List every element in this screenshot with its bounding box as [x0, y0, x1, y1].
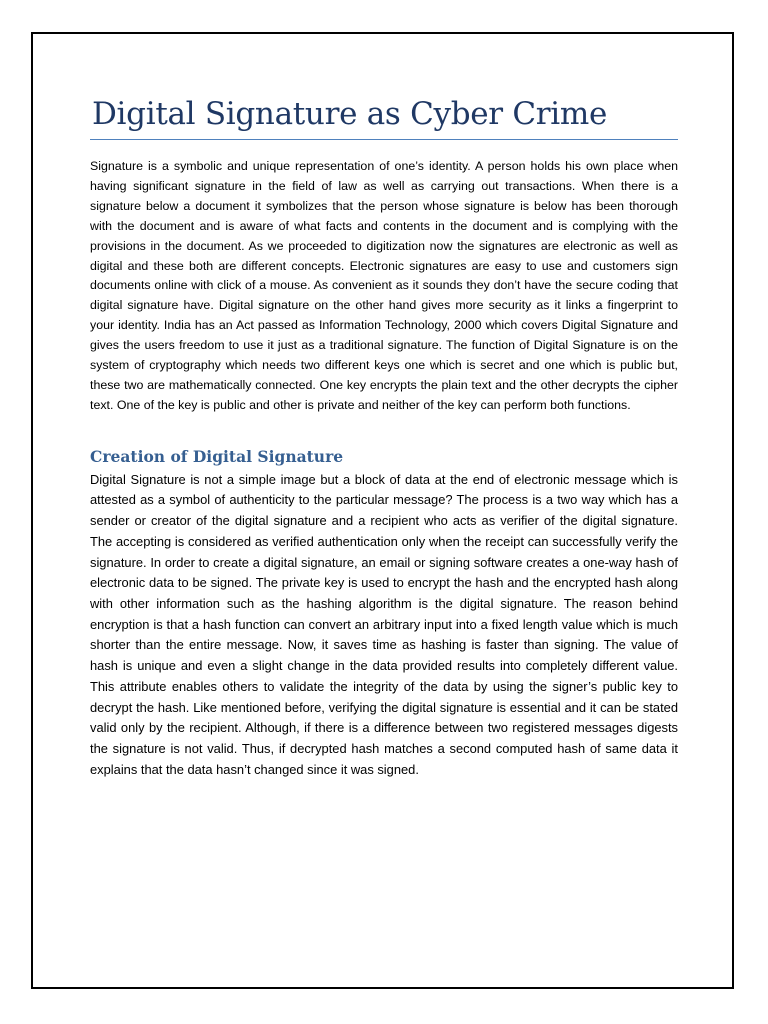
section-paragraph: Digital Signature is not a simple image but a block of data at the end of electronic message which is attested as a symbol of authenticity to the particular message? The process is a two way which has a sender or creator of the digital signature and a recipient who acts as verifier of the digital signature. The accepting is considered as verified authentication only when the receipt can successfully verify the signature. In order to create a digital signature, an email or signing software creates a one-way hash of electronic data to be signed. The private key is used to encrypt the hash and the encrypted hash along with other information such as the hashing algorithm is the digital signature. The reason behind encryption is that a hash function can convert an arbitrary input into a fixed length value which is much shorter than the entire message. Now, it saves time as hashing is faster than signing. The value of hash is unique and even a slight change in the data provided results into completely different value. This attribute enables others to validate the integrity of the data by using the signer’s public key to decrypt the hash. Like mentioned before, verifying the digital signature is essential and it can be stated valid only by the recipient. Although, if there is a difference between two registered messages digests the signature is not valid. Thus, if decrypted hash matches a second computed hash of same data it explains that the data hasn’t changed since it was signed.: [90, 471, 678, 777]
section-heading: Creation of Digital Signature: [90, 446, 344, 466]
document-body: [90, 95, 678, 780]
intro-paragraph: Signature is a symbolic and unique representation of one’s identity. A person holds his own place when having significant signature in the field of law as well as carrying out transactions. When there is a signature below a document it symbolizes that the person whose signature is below has been thorough with the document and is aware of what facts and contents in the document and is complying with the provisions in the document. As we proceeded to digitization now the signatures are electronic as well as digital and these both are different concepts. Electronic signatures are easy to use and customers sign documents online with click of a mouse. As convenient as it sounds they don’t have the secure coding that digital signature have. Digital signature on the other hand gives more security as it links a fingerprint to your identity. India has an Act passed as Information Technology, 2000 which covers Digital Signature and gives the users freedom to use it just as a traditional signature. The function of Digital Signature is on the system of cryptography which needs two different keys one which is secret and one which is public but, these two are mathematically connected. One key encrypts the plain text and the other decrypts the cipher text. One of the key is public and other is private and neither of the key can perform both functions.: [90, 159, 678, 412]
document-title: Digital Signature as Cyber Crime: [90, 95, 678, 140]
